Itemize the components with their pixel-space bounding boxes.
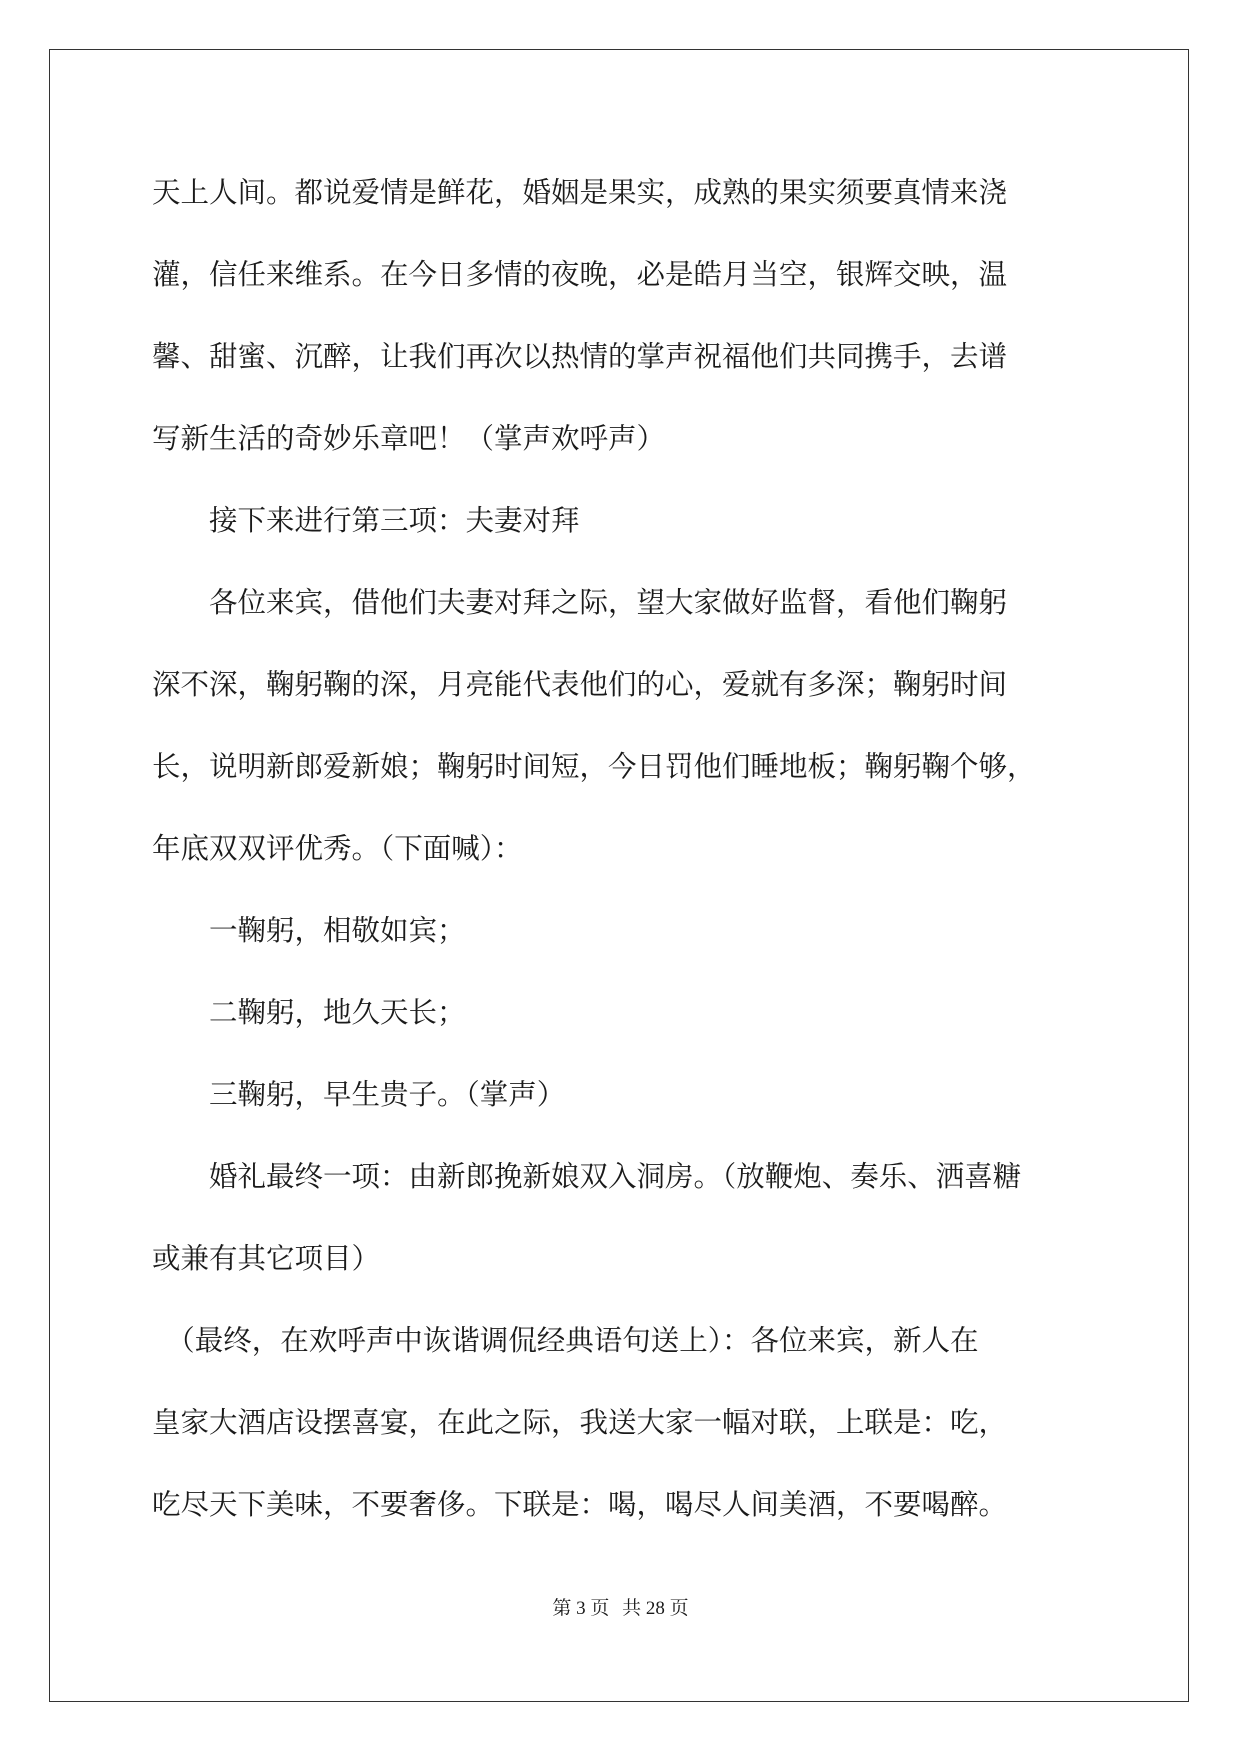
page-total: 共 28 页: [622, 1598, 689, 1619]
text-line-9: 年底双双评优秀。（下面喊）：: [152, 832, 523, 865]
page-frame: [49, 49, 1189, 1702]
text-line-2: 灌，信任来维系。在今日多情的夜晚，必是皓月当空，银辉交映，温: [152, 258, 1008, 291]
text-line-16: 皇家大酒店设摆喜宴，在此之际，我送大家一幅对联，上联是：吃，: [152, 1406, 1008, 1439]
text-line-11: 二鞠躬，地久天长；: [152, 996, 466, 1029]
text-line-14: 或兼有其它项目）: [152, 1242, 381, 1275]
text-line-15: （最终，在欢呼声中诙谐调侃经典语句送上）：各位来宾，新人在: [152, 1324, 979, 1357]
page-footer: [0, 1597, 1241, 1621]
text-line-13: 婚礼最终一项：由新郎挽新娘双入洞房。（放鞭炮、奏乐、洒喜糖: [152, 1160, 1022, 1193]
text-line-17: 吃尽天下美味，不要奢侈。下联是：喝，喝尽人间美酒，不要喝醉。: [152, 1488, 1008, 1521]
text-line-4: 写新生活的奇妙乐章吧！（掌声欢呼声）: [152, 422, 666, 455]
text-line-6: 各位来宾，借他们夫妻对拜之际，望大家做好监督，看他们鞠躬: [152, 586, 1008, 619]
text-line-12: 三鞠躬，早生贵子。（掌声）: [152, 1078, 566, 1111]
text-line-1: 天上人间。都说爱情是鲜花，婚姻是果实，成熟的果实须要真情来浇: [152, 176, 1008, 209]
page-number: 第 3 页: [552, 1598, 610, 1619]
text-line-5: 接下来进行第三项：夫妻对拜: [152, 504, 580, 537]
text-line-7: 深不深，鞠躬鞠的深，月亮能代表他们的心，爱就有多深；鞠躬时间: [152, 668, 1008, 701]
text-line-3: 馨、甜蜜、沉醉，让我们再次以热情的掌声祝福他们共同携手，去谱: [152, 340, 1008, 373]
text-line-10: 一鞠躬，相敬如宾；: [152, 914, 466, 947]
text-line-8: 长，说明新郎爱新娘；鞠躬时间短，今日罚他们睡地板；鞠躬鞠个够，: [152, 750, 1036, 783]
